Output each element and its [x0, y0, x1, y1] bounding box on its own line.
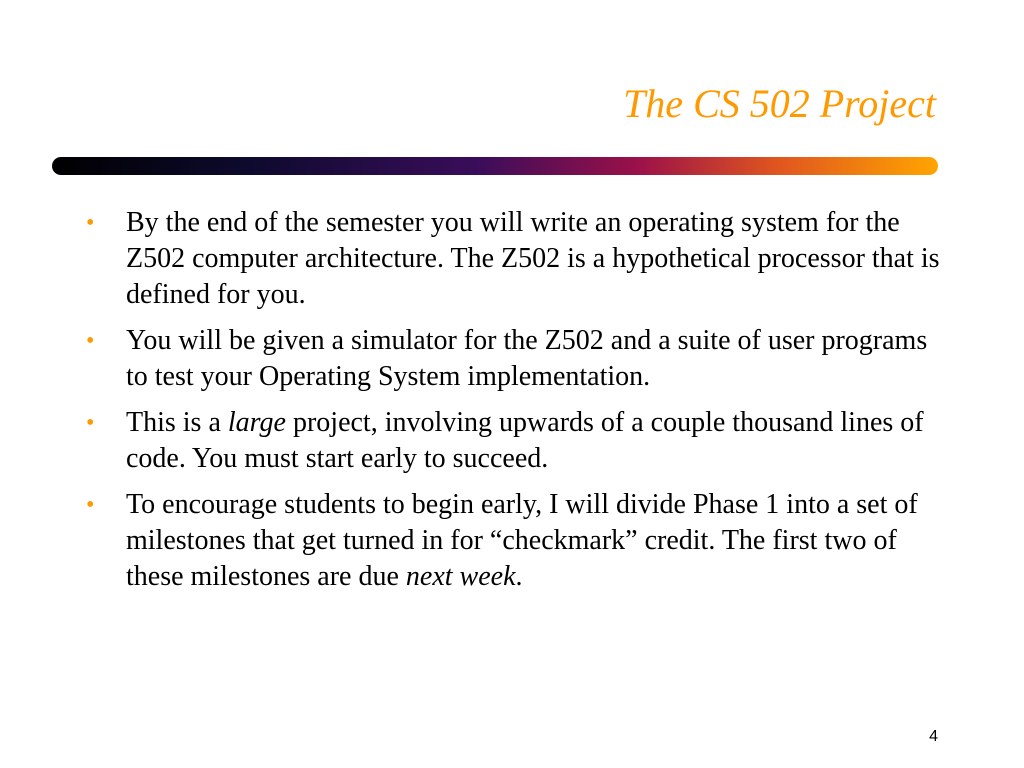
bullet-item-2: [86, 323, 946, 395]
bullet-text-pre: This is a: [126, 407, 228, 438]
bullet-text-emphasis: large: [227, 407, 286, 438]
bullet-icon: •: [86, 210, 95, 236]
page-number: 4: [929, 728, 938, 745]
bullet-text-post: project, involving upwards of a couple thousand lines of code. You must start early to succeed.: [126, 407, 924, 474]
bullet-item-4: [86, 487, 946, 595]
bullet-item-1: [86, 205, 946, 313]
bullet-icon: •: [86, 328, 95, 354]
bullet-text-pre: To encourage students to begin early, I will divide Phase 1 into a set of milestones that get turned in for “checkmark” credit. The first two of these milestones are due: [126, 489, 918, 592]
bullet-icon: •: [86, 410, 95, 436]
title-divider-rule: [52, 157, 938, 175]
bullet-text-emphasis: next week: [405, 561, 516, 592]
bullet-text-post: .: [515, 561, 523, 592]
bullet-text: [126, 407, 924, 474]
bullet-text: By the end of the semester you will write an operating system for the Z502 computer architecture. The Z502 is a hypothetical processor that is defined for you.: [126, 207, 940, 310]
bullet-text: You will be given a simulator for the Z502 and a suite of user programs to test your Operating System implementation.: [126, 325, 928, 392]
bullet-icon: •: [86, 492, 95, 518]
bullet-text: [126, 489, 918, 592]
bullet-item-3: [86, 405, 946, 477]
bullet-list: [86, 205, 946, 605]
slide-title: The CS 502 Project: [623, 81, 936, 126]
